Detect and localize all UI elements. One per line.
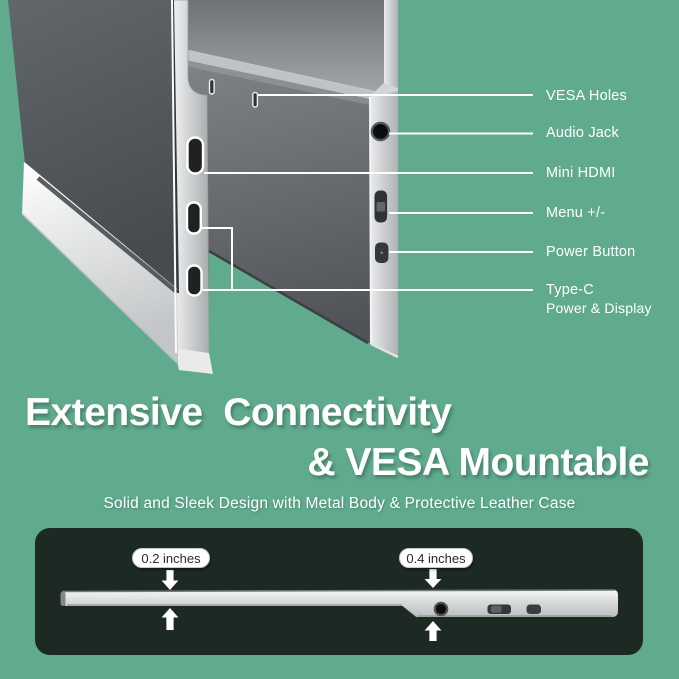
callout-label-vesa-holes: VESA Holes (546, 88, 627, 104)
front-monitor (8, 0, 178, 364)
thickness-label-edge: 0.2 inches (132, 548, 210, 568)
menu-rocker-icon (375, 191, 388, 223)
headline-subtitle: Solid and Sleek Design with Metal Body & Protective Leather Case (103, 495, 576, 512)
callout-label-audio-jack: Audio Jack (546, 125, 619, 141)
callout-label-power: Power Button (546, 244, 636, 260)
headline-line2: & VESA Mountable (307, 441, 649, 484)
arrow-down-icon (162, 570, 179, 590)
arrow-down-icon (425, 569, 442, 588)
headline-line1: Extensive Connectivity (25, 391, 452, 434)
audio-jack-icon (372, 123, 389, 140)
type-c-port-icon (187, 203, 201, 234)
type-c-port-icon (187, 266, 202, 296)
callout-label-type-c-sub: Power & Display (546, 300, 652, 316)
callout-label-mini-hdmi: Mini HDMI (546, 165, 616, 181)
callout-label-menu: Menu +/- (546, 205, 606, 221)
arrow-up-icon (162, 608, 179, 630)
audio-jack-icon (435, 603, 447, 615)
thickness-label-port-side: 0.4 inches (399, 548, 473, 568)
menu-rocker-icon (488, 605, 512, 615)
mini-hdmi-port-icon (188, 138, 204, 174)
power-button-icon (375, 243, 388, 264)
power-button-icon (527, 605, 542, 615)
rear-monitor (171, 0, 398, 374)
arrow-up-icon (425, 621, 442, 641)
monitor-side-profile (35, 528, 643, 655)
callout-label-type-c: Type-C (546, 282, 594, 298)
